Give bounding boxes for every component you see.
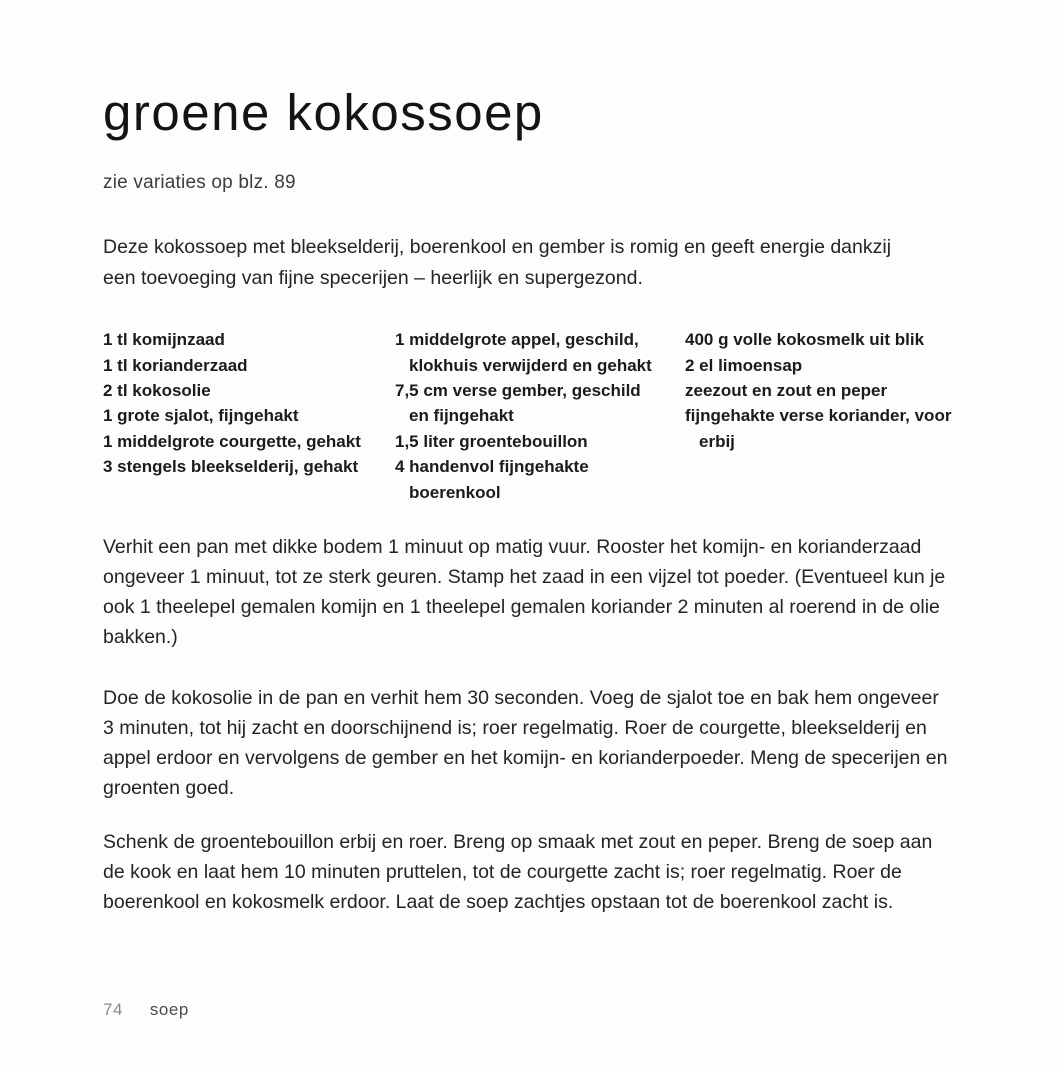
recipe-intro: Deze kokossoep met bleekselderij, boerenkool en gember is romig en geeft energie dankzij een toevoeging van fijne specerijen – heerlijk en supergezond. — [103, 236, 892, 290]
page-number: 74 — [103, 1000, 123, 1019]
ingredient-item: 4 handenvol fijngehakte boerenkool — [395, 457, 589, 502]
method-step-1: Verhit een pan met dikke bodem 1 minuut op matig vuur. Rooster het komijn- en korianderzaad ongeveer 1 minuut, tot ze sterk geuren. Stamp het zaad in een vijzel tot poeder. (Eventueel kun je ook 1 theelepel gemalen komijn en 1 theelepel gemalen koriander 2 minuten al roerend in de olie bakken.) — [103, 535, 946, 648]
ingredient-item: 400 g volle kokosmelk uit blik — [685, 330, 925, 350]
page-title: groene kokossoep — [103, 84, 544, 141]
ingredient-item: 1 tl komijnzaad — [103, 330, 225, 350]
section-label: soep — [149, 1000, 189, 1019]
variations-reference: zie variaties op blz. 89 — [103, 172, 296, 194]
method-step-3: Schenk de groentebouillon erbij en roer. Breng op smaak met zout en peper. Breng de soep aan de kook en laat hem 10 minuten pruttelen, tot de courgette zacht is; roer regelmatig. Roer de boerenkool en kokosmelk erdoor. Laat de soep zachtjes opstaan tot de boerenkool zacht is. — [103, 830, 933, 913]
ingredient-item: 1 tl korianderzaad — [103, 355, 248, 375]
ingredient-item: 1 grote sjalot, fijngehakt — [103, 406, 299, 426]
page-footer — [103, 999, 189, 1021]
ingredients-column-3 — [685, 327, 985, 505]
ingredient-item: 7,5 cm verse gember, geschild en fijngehakt — [395, 380, 641, 426]
ingredient-item: 1 middelgrote appel, geschild, klokhuis verwijderd en gehakt — [395, 330, 652, 375]
ingredient-item: 2 el limoensap — [685, 355, 803, 375]
ingredient-item: 1 middelgrote courgette, gehakt — [103, 431, 361, 451]
ingredient-item: 3 stengels bleekselderij, gehakt — [103, 457, 359, 477]
ingredients-section — [103, 327, 985, 505]
ingredient-item: fijngehakte verse koriander, voor erbij — [685, 406, 952, 451]
ingredient-item: 2 tl kokosolie — [103, 380, 211, 400]
ingredient-item: 1,5 liter groentebouillon — [395, 431, 588, 451]
ingredient-item: zeezout en zout en peper — [685, 380, 888, 400]
ingredients-column-2 — [395, 327, 685, 505]
ingredients-column-1 — [103, 327, 395, 505]
method-step-2: Doe de kokosolie in de pan en verhit hem 30 seconden. Voeg de sjalot toe en bak hem ongeveer 3 minuten, tot hij zacht en doorschijnend is; roer regelmatig. Roer de courgette, bleekselderij en appel erdoor en vervolgens de gember en het komijn- en korianderpoeder. Meng de specerijen en groenten goed. — [103, 686, 948, 799]
